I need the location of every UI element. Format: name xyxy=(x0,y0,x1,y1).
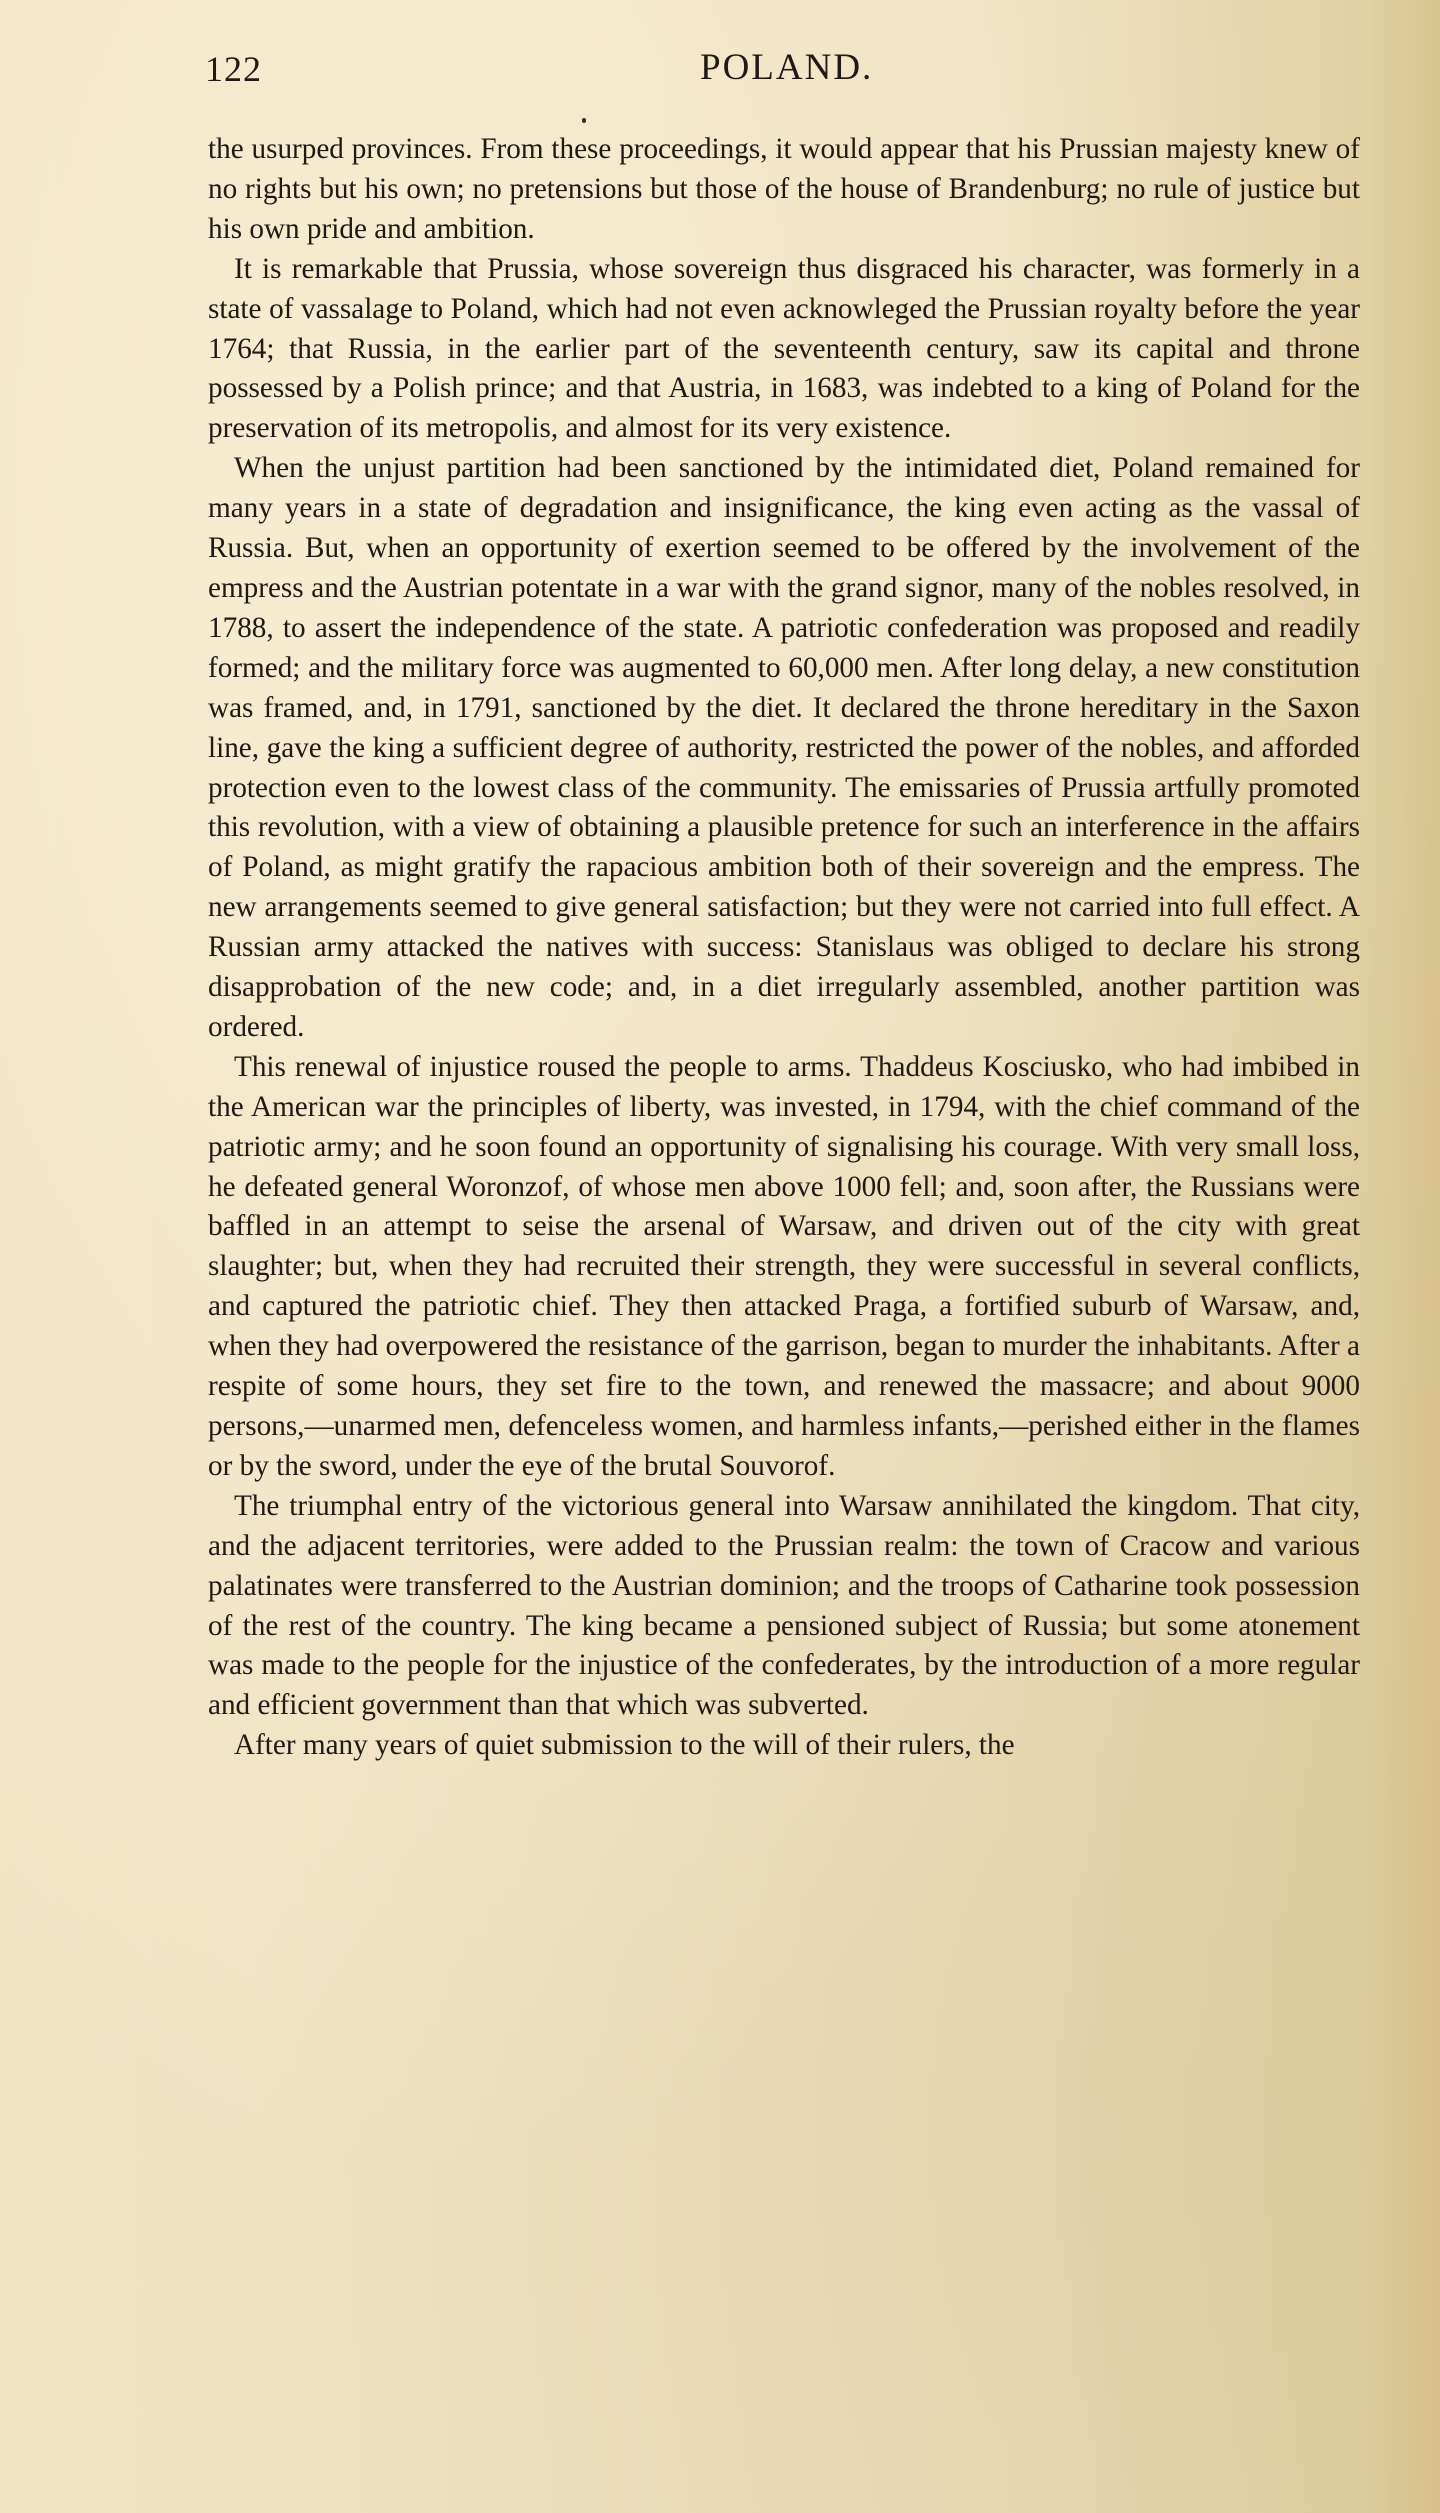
running-head: POLAND. xyxy=(700,47,874,88)
page-number: 122 xyxy=(205,49,262,89)
paragraph-annihilation: The triumphal entry of the victorious general into Warsaw annihilated the kingdom. That city, and the adjacent territories, were added to the Prussian realm: the town of Cracow and various palatinates were transferred to the Austrian dominion; and the troops of Catharine took possession of the rest of the country. The king became a pensioned subject of Russia; but some atonement was made to the people for the injustice of the confederates, by the introduction of a more regular and efficient government than that which was subverted. xyxy=(208,1489,1360,1722)
paragraph-usurped-provinces: the usurped provinces. From these proceedings, it would appear that his Prussian majesty knew of no rights but his own; no pretensions but those of the house of Brandenburg; no rule of justice but his own pride and ambition. xyxy=(208,133,1360,245)
paragraph-prussia-vassalage: It is remarkable that Prussia, whose sovereign thus disgraced his character, was formerly in a state of vassalage to Poland, which had not even acknowleged the Prussian royalty before the year 1764; that Russia, in the earlier part of the seventeenth century, saw its capital and throne possessed by a Polish prince; and that Austria, in 1683, was indebted to a king of Poland for the preservation of its metropolis, and almost for its very existence. xyxy=(208,252,1360,445)
body-text xyxy=(208,130,1360,1766)
paragraph-kosciusko: This renewal of injustice roused the people to arms. Thaddeus Kosciusko, who had imbibed in the American war the principles of liberty, was invested, in 1794, with the chief command of the patriotic army; and he soon found an opportunity of signalising his courage. With very small loss, he defeated general Woronzof, of whose men above 1000 fell; and, soon after, the Russians were baffled in an attempt to seise the arsenal of Warsaw, and driven out of the city with great slaughter; but, when they had recruited their strength, they were successful in several conflicts, and captured the patriotic chief. They then attacked Praga, a fortified suburb of Warsaw, and, when they had overpowered the resistance of the garrison, began to murder the inhabitants. After a respite of some hours, they set fire to the town, and renewed the massacre; and about 9000 persons,—unarmed men, defenceless women, and harmless infants,—perished either in the flames or by the sword, under the eye of the brutal Souvorof. xyxy=(208,1050,1360,1482)
ink-speck xyxy=(582,118,586,123)
paragraph-partition-constitution: When the unjust partition had been sanctioned by the intimidated diet, Poland remained for many years in a state of degradation and insignificance, the king even acting as the vassal of Russia. But, when an opportunity of exertion seemed to be offered by the involvement of the empress and the Austrian potentate in a war with the grand signor, many of the nobles resolved, in 1788, to assert the independence of the state. A patriotic confederation was proposed and readily formed; and the military force was augmented to 60,000 men. After long delay, a new constitution was framed, and, in 1791, sanctioned by the diet. It declared the throne hereditary in the Saxon line, gave the king a sufficient degree of authority, restricted the power of the nobles, and afforded protection even to the lowest class of the community. The emissaries of Prussia artfully promoted this revolution, with a view of obtaining a plausible pretence for such an interference in the affairs of Poland, as might gratify the rapacious ambition both of their sovereign and the empress. The new arrangements seemed to give general satisfaction; but they were not carried into full effect. A Russian army attacked the natives with success: Stanislaus was obliged to declare his strong disapprobation of the new code; and, in a diet irregularly assembled, another partition was ordered. xyxy=(208,452,1360,1043)
paragraph-after-many-years: After many years of quiet submission to the will of their rulers, the xyxy=(234,1729,1015,1762)
